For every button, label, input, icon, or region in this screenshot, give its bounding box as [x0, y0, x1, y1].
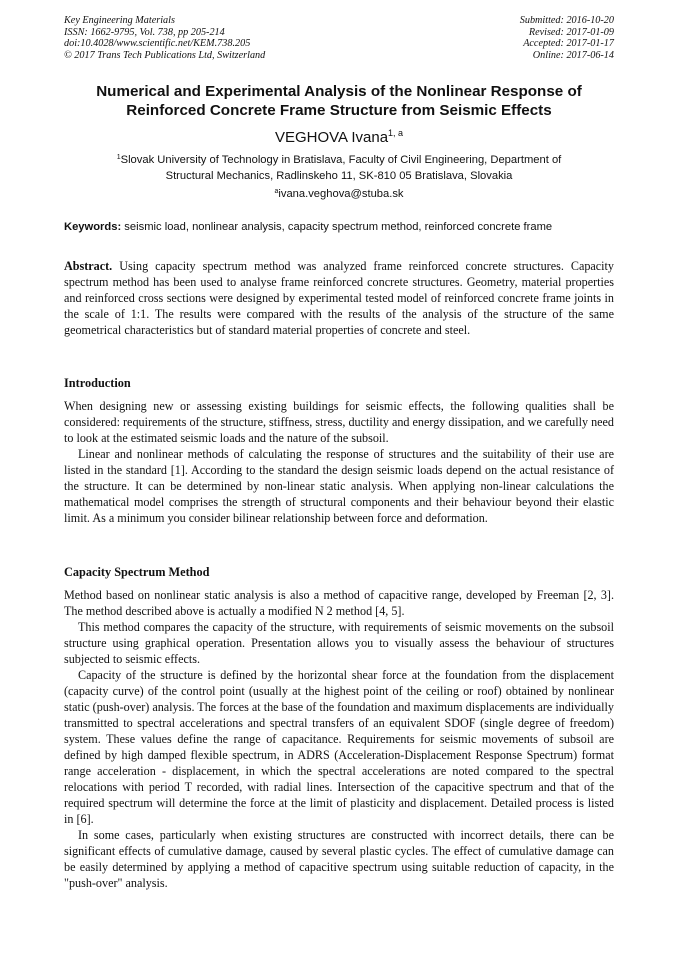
author-name: VEGHOVA Ivana [274, 129, 389, 146]
introduction-section [64, 398, 614, 526]
journal-info [64, 15, 265, 61]
affiliation-line-1: Slovak University of Technology in Bratislava, Faculty of Civil Engineering, Department of [120, 154, 562, 166]
keywords-label: Keywords: [64, 221, 122, 233]
affiliation-line-2: Structural Mechanics, Radlinskeho 11, SK-810 05 Bratislava, Slovakia [165, 169, 513, 182]
affiliation [60, 150, 618, 184]
title-line-1: Numerical and Experimental Analysis of the Nonlinear Response of [96, 83, 582, 100]
paragraph: Linear and nonlinear methods of calculating the response of structures and the suitability of their use are listed in the standard [1]. According to the standard the design seismic loads depend on the actual resistance of the structure. It can be determined by non-linear static analysis. When applying non-linear calculations the mathematical model comprises the strength of structural components and their behaviour beyond their elastic limit. As a minimum you consider bilinear relationship between force and deformation. [64, 447, 614, 525]
author-sup: 1, a [388, 128, 404, 138]
abstract-text: Using capacity spectrum method was analyzed frame reinforced concrete structures. Capacity spectrum method has been used to analyse frame reinforced concrete structures. Geometry, material properties and reinforced cross sections were designed by experimental tested model of reinforced concrete frame joints in the scale of 1:1. The results were compared with the results of the analysis of the structure of the same geometrical characteristics but of standard material properties of concrete and steel. [64, 259, 614, 337]
journal-issn: ISSN: 1662-9795, Vol. 738, pp 205-214 [64, 26, 225, 38]
paragraph: When designing new or assessing existing buildings for seismic effects, the following qualities shall be considered: requirements of the structure, stiffness, stress, ductility and energy dissipation, and we carefully need to look at the estimated seismic loads and the nature of the subsoil. [64, 399, 614, 445]
paragraph: Capacity of the structure is defined by the horizontal shear force at the foundation from the displacement (capacity curve) of the control point (usually at the highest point of the ceiling or roof) obtained by nonlinear static (push-over) analysis. The forces at the base of the foundation and maximum displacements are individually transmitted to spectral accelerations and spectral transfers of an equivalent SDOF (single degree of freedom) system. These values define the range of capacitance. Requirements for seismic movements of subsoil are defined by high damped flexible spectrum, in ADRS (Acceleration-Displacement Response Spectrum) format range acceleration - displacement, in which the spectral accelerations are noted compared to the spectral relocations with period T recorded, with radial lines. Intersection of the capacitive spectrum and that of the required spectrum will determine the force at the limit of plasticity and displacement. Detailed process is listed in [6]. [64, 668, 614, 826]
keywords-text: seismic load, nonlinear analysis, capacity spectrum method, reinforced concrete frame [121, 221, 553, 233]
author [0, 124, 678, 147]
accepted-date: Accepted: 2017-01-17 [523, 38, 614, 50]
affiliation-sup: 1 [116, 154, 121, 161]
paragraph: This method compares the capacity of the structure, with requirements of seismic movements on the subsoil structure using graphical operation. Presentation allows you to visually assess the behaviour of structures subjected to seismic effects. [64, 620, 614, 666]
author-email [0, 184, 678, 202]
journal-doi[interactable]: doi:10.4028/www.scientific.net/KEM.738.205 [64, 38, 251, 50]
online-date: Online: 2017-06-14 [532, 49, 614, 61]
submitted-date: Submitted: 2016-10-20 [519, 15, 614, 26]
abstract-label: Abstract. [64, 259, 113, 273]
introduction-heading: Introduction [64, 376, 131, 390]
publication-dates [520, 15, 614, 61]
paper-title [50, 82, 628, 120]
journal-name: Key Engineering Materials [64, 15, 175, 26]
capacity-spectrum-heading: Capacity Spectrum Method [64, 565, 210, 579]
journal-copyright: © 2017 Trans Tech Publications Ltd, Switzerland [64, 49, 266, 61]
capacity-spectrum-section [64, 587, 614, 891]
email-address[interactable]: ivana.veghova@stuba.sk [278, 188, 404, 200]
paragraph: In some cases, particularly when existing structures are constructed with incorrect details, there can be significant effects of cumulative damage, caused by several plastic cycles. The effect of cumulative damage can be easily determined by applying a method of capacitive spectrum using suitable reduction of capacity, in the "push-over" analysis. [64, 828, 614, 890]
email-sup: a [274, 188, 279, 195]
abstract [64, 258, 614, 338]
title-line-2: Reinforced Concrete Frame Structure from Seismic Effects [126, 102, 552, 119]
revised-date: Revised: 2017-01-09 [528, 26, 614, 38]
keywords [64, 220, 624, 235]
paragraph: Method based on nonlinear static analysis is also a method of capacitive range, developed by Freeman [2, 3]. The method described above is actually a modified N 2 method [4, 5]. [64, 588, 614, 618]
